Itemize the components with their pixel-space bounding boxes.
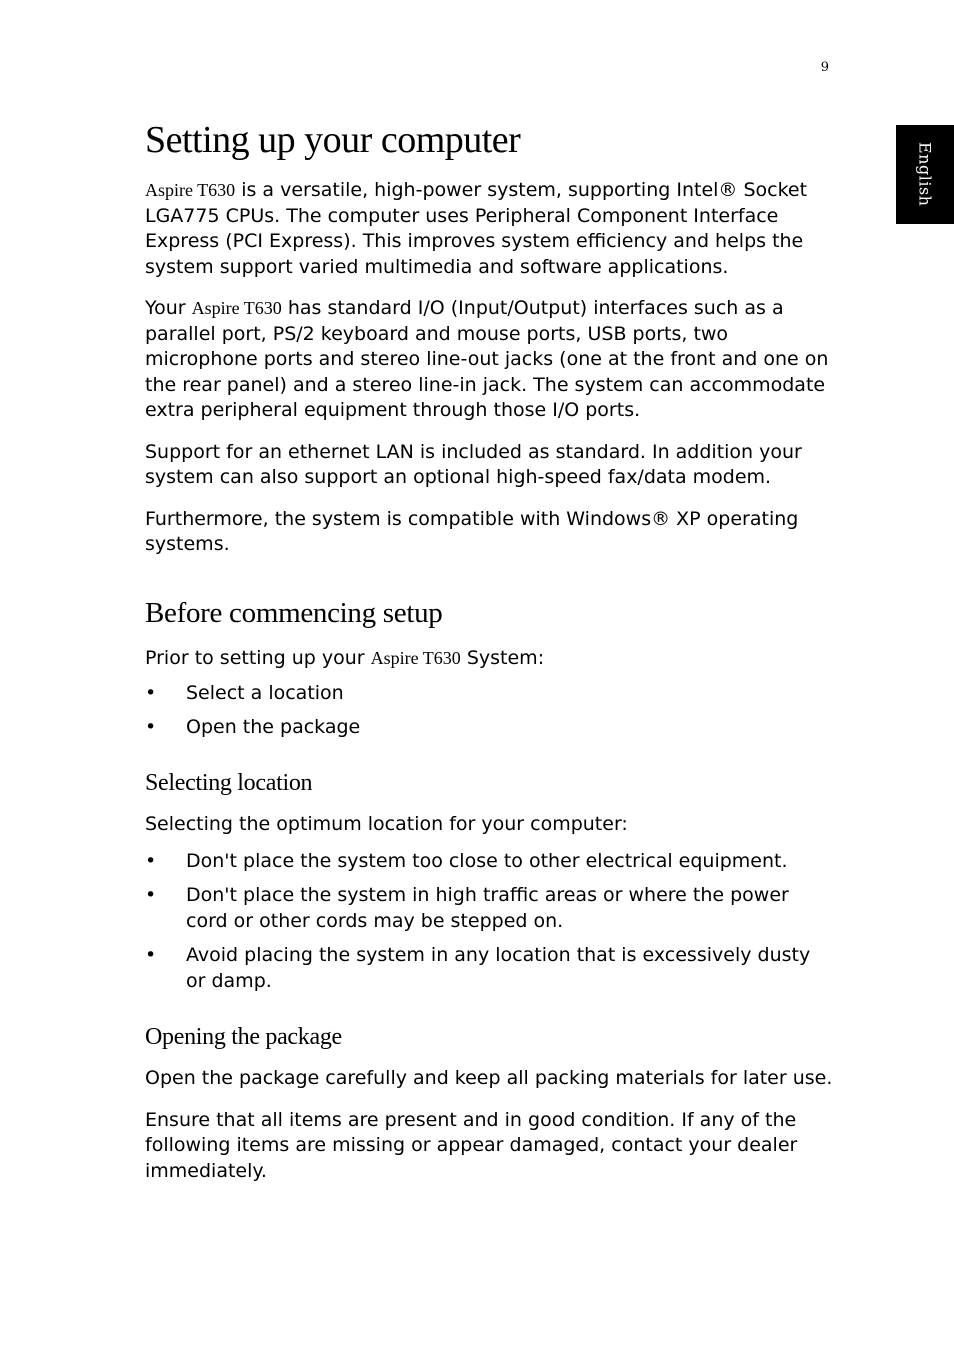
intro-paragraph-4: Furthermore, the system is compatible with Windows® XP operating systems.: [145, 507, 799, 555]
list-item: • Select a location: [145, 681, 835, 707]
opening-package-paragraph-2: Ensure that all items are present and in good condition. If any of the following items are missing or appear damaged, contact your dealer immediately.: [145, 1108, 798, 1182]
bullet: •: [145, 884, 157, 906]
subsection-heading-selecting-location: Selecting location: [145, 770, 313, 796]
list-item: • Avoid placing the system in any location that is excessively dusty or damp.: [145, 944, 811, 992]
model-name: Aspire T630: [145, 180, 236, 200]
before-setup-lead: Prior to setting up your Aspire T630 System:: [145, 646, 545, 669]
list-item: • Don't place the system in high traffic areas or where the power cord or other cords may be stepped on.: [145, 884, 789, 932]
bullet: •: [145, 849, 157, 872]
section-heading-before-setup: Before commencing setup: [145, 596, 443, 629]
page-number: 9: [820, 60, 829, 75]
page-content: [145, 118, 835, 1200]
list-item: • Open the package: [145, 715, 835, 741]
bullet: •: [145, 944, 157, 966]
page-title: Setting up your computer: [145, 119, 521, 161]
bullet: •: [145, 682, 157, 704]
list-item: • Don't place the system too close to other electrical equipment.: [145, 849, 835, 875]
model-name: Aspire T630: [191, 298, 282, 318]
intro-paragraph-2: Your Aspire T630 has standard I/O (Input/Output) interfaces such as a parallel port, PS/2 keyboard and mouse ports, USB ports, two microphone ports and stereo line-out jacks (one at the front and one on the rear panel) and a stereo line-in jack. The system can accommodate extra peripheral equipment through those I/O ports.: [145, 297, 829, 421]
opening-package-paragraph-1: Open the package carefully and keep all packing materials for later use.: [145, 1067, 833, 1089]
selecting-location-lead: Selecting the optimum location for your computer:: [145, 813, 628, 835]
selecting-location-list: [145, 849, 835, 995]
language-tab: [896, 125, 954, 224]
bullet: •: [145, 715, 157, 738]
language-tab-label: English: [915, 142, 935, 207]
subsection-heading-opening-package: Opening the package: [145, 1024, 342, 1050]
before-setup-list: [145, 681, 835, 740]
intro-paragraph-3: Support for an ethernet LAN is included as standard. In addition your system can also support an optional high-speed fax/data modem.: [145, 440, 802, 488]
model-name: Aspire T630: [370, 647, 461, 668]
intro-paragraph-1: Aspire T630 is a versatile, high-power system, supporting Intel® Socket LGA775 CPUs. The computer uses Peripheral Component Interface Express (PCI Express). This improves system efficiency and helps the system support varied multimedia and software applications.: [145, 179, 808, 278]
